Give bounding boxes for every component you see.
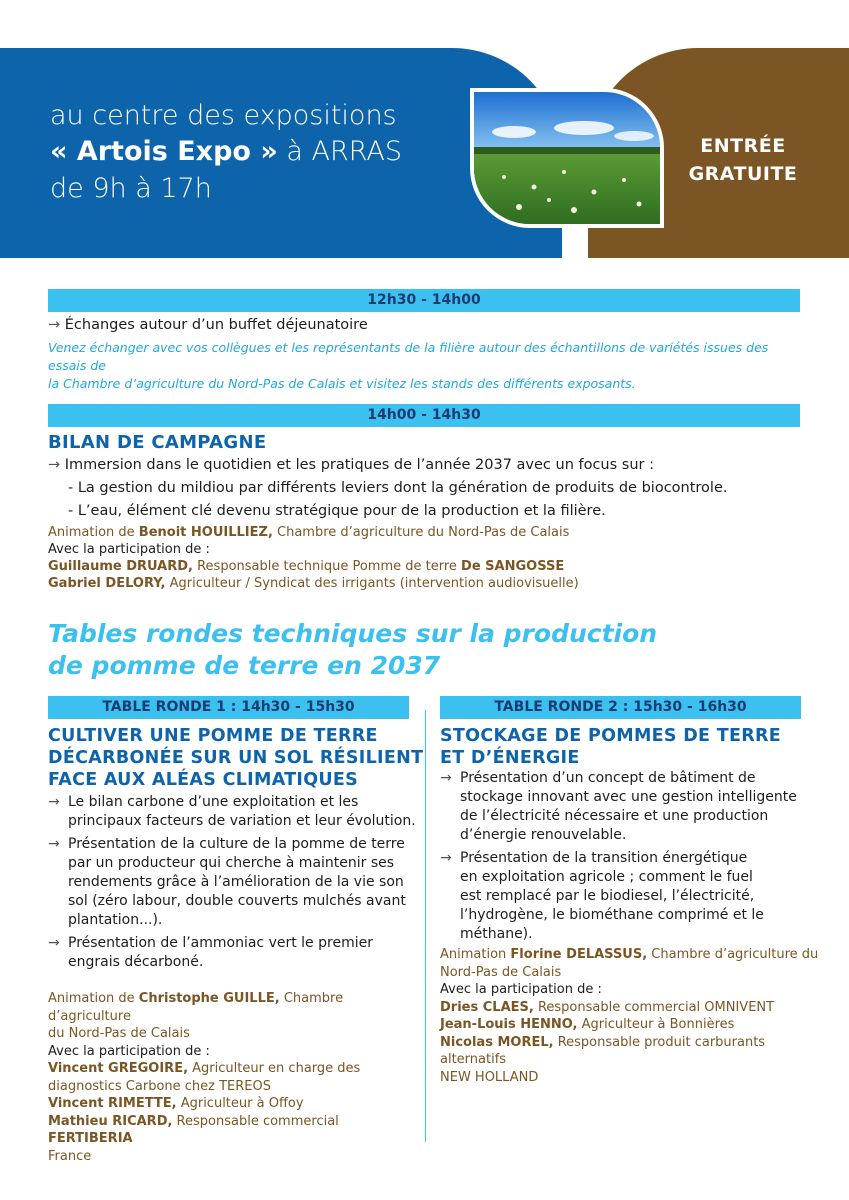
participant-name: Nicolas MOREL, bbox=[440, 1034, 554, 1050]
participant-role: Responsable produit carburants alternatifs bbox=[440, 1034, 766, 1067]
bullet-line: Présentation de la transition énergétique bbox=[460, 850, 748, 866]
arrow-icon: → bbox=[48, 836, 60, 852]
participant-name: Vincent GREGOIRE, bbox=[48, 1061, 189, 1076]
anim-prefix: Animation de bbox=[48, 525, 139, 540]
anim-org: Chambre d’agriculture bbox=[48, 991, 344, 1024]
tr1-bullet-3 bbox=[48, 934, 418, 972]
participant-org: FERTIBERIA bbox=[48, 1131, 133, 1146]
bilan-participation: Avec la participation de : bbox=[48, 542, 210, 557]
participant-role-2: France bbox=[48, 1148, 92, 1164]
bullet-line: Présentation de la culture de la pomme de terre bbox=[68, 836, 405, 852]
buffet-desc-line: la Chambre d’agriculture du Nord-Pas de Calais et visitez les stands des différents exposants. bbox=[48, 376, 636, 391]
time-bar-bilan: 14h00 - 14h30 bbox=[48, 404, 800, 427]
table-ronde-2-title bbox=[440, 725, 781, 769]
bullet-line: de l’électricité nécessaire et une production bbox=[460, 808, 769, 824]
tr2-participant-3 bbox=[440, 1034, 820, 1069]
tr1-participant-3 bbox=[48, 1113, 418, 1148]
bullet-line: méthane). bbox=[460, 926, 533, 942]
tr2-bullet-2 bbox=[440, 849, 820, 944]
tr1-title-line: DÉCARBONÉE SUR UN SOL RÉSILIENT bbox=[48, 748, 424, 768]
bullet-line: Présentation de l’ammoniac vert le premier bbox=[68, 935, 373, 951]
buffet-item bbox=[48, 316, 368, 335]
tr1-title-line: FACE AUX ALÉAS CLIMATIQUES bbox=[48, 770, 359, 790]
buffet-description bbox=[48, 339, 808, 393]
bullet-line: rendements grâce à l’amélioration de la vie son bbox=[68, 874, 404, 890]
anim-name: Christophe GUILLE, bbox=[138, 991, 280, 1006]
bullet-line: sol (zéro labour, double couverts mulchés avant bbox=[68, 893, 406, 909]
participant-name: Gabriel DELORY, bbox=[48, 576, 166, 591]
tr2-participant-1 bbox=[440, 999, 820, 1017]
column-divider bbox=[425, 710, 426, 1142]
venue-line-1: au centre des expositions bbox=[50, 100, 397, 131]
time-bar-buffet: 12h30 - 14h00 bbox=[48, 289, 800, 312]
tr1-bullet-1 bbox=[48, 793, 418, 831]
participant-name: Mathieu RICARD, bbox=[48, 1113, 173, 1129]
participant-name: Guillaume DRUARD, bbox=[48, 559, 193, 574]
participant-role-2: NEW HOLLAND bbox=[440, 1069, 539, 1085]
bullet-line: plantation...). bbox=[68, 912, 163, 928]
participant-role: Agriculteur / Syndicat des irrigants (intervention audiovisuelle) bbox=[165, 576, 579, 591]
anim-prefix: Animation bbox=[440, 947, 511, 962]
bullet-line: par un producteur qui cherche à maintenir ses bbox=[68, 855, 395, 871]
time-bar-table-ronde-2: TABLE RONDE 2 : 15h30 - 16h30 bbox=[440, 696, 801, 719]
bilan-participant-1 bbox=[48, 558, 564, 576]
bilan-sub-1: - La gestion du mildiou par différents leviers dont la génération de produits de biocontrole. bbox=[68, 480, 728, 496]
participant-role-2: diagnostics Carbone chez TEREOS bbox=[48, 1078, 271, 1094]
buffet-desc-line: Venez échanger avec vos collègues et les représentants de la filière autour des échantillons de variétés issues des essais de bbox=[48, 340, 769, 373]
participant-role: Responsable commercial bbox=[172, 1113, 339, 1129]
tr1-bullets bbox=[48, 793, 418, 972]
venue-line-2 bbox=[50, 134, 402, 170]
anim-org-2: du Nord-Pas de Calais bbox=[48, 1026, 190, 1041]
tr2-animation bbox=[440, 946, 820, 964]
anim-org: Chambre d’agriculture du bbox=[647, 947, 819, 962]
tables-title-line: de pomme de terre en 2037 bbox=[48, 651, 441, 680]
bullet-line: l’hydrogène, le biométhane comprimé et le bbox=[460, 907, 764, 923]
time-bar-table-ronde-1: TABLE RONDE 1 : 14h30 - 15h30 bbox=[48, 696, 409, 719]
anim-org: Chambre d’agriculture du Nord-Pas de Calais bbox=[272, 525, 570, 540]
potato-field-photo bbox=[470, 88, 664, 228]
free-entry-line-2: GRATUITE bbox=[688, 163, 798, 185]
tr1-animation bbox=[48, 990, 418, 1025]
tr2-bullet-1 bbox=[440, 769, 820, 845]
free-entry-line-1: ENTRÉE bbox=[700, 135, 786, 157]
bullet-line: engrais décarboné. bbox=[68, 954, 204, 970]
arrow-icon: → bbox=[48, 794, 60, 810]
participant-role: Agriculteur en charge des bbox=[188, 1061, 361, 1076]
participant-role: Agriculteur à Offoy bbox=[176, 1096, 304, 1111]
bilan-item-text: Immersion dans le quotidien et les pratiques de l’année 2037 avec un focus sur : bbox=[64, 457, 654, 473]
bullet-line: Le bilan carbone d’une exploitation et les bbox=[68, 794, 359, 810]
bilan-title: BILAN DE CAMPAGNE bbox=[48, 432, 267, 453]
tr1-participant-1 bbox=[48, 1060, 418, 1078]
tr1-bullet-2 bbox=[48, 835, 418, 930]
tr1-credits bbox=[48, 990, 418, 1165]
table-ronde-1-title bbox=[48, 725, 423, 791]
bullet-line: Présentation d’un concept de bâtiment de bbox=[460, 770, 756, 786]
tr1-participant-2 bbox=[48, 1095, 418, 1113]
bilan-participant-2 bbox=[48, 575, 579, 593]
venue-name: « Artois Expo » bbox=[50, 136, 278, 167]
buffet-item-text: Échanges autour d’un buffet déjeunatoire bbox=[64, 317, 368, 333]
bullet-line: principaux facteurs de variation et leur évolution. bbox=[68, 813, 416, 829]
bilan-item bbox=[48, 456, 654, 475]
arrow-icon: → bbox=[48, 317, 61, 333]
bullet-line: en exploitation agricole ; comment le fuel bbox=[460, 869, 753, 885]
participant-name: Jean-Louis HENNO, bbox=[440, 1017, 578, 1032]
arrow-icon: → bbox=[440, 770, 452, 786]
anim-name: Florine DELASSUS, bbox=[510, 947, 648, 962]
bilan-animation bbox=[48, 524, 569, 542]
bullet-line: d’énergie renouvelable. bbox=[460, 827, 627, 843]
venue-hours: de 9h à 17h bbox=[50, 173, 212, 204]
participant-role: Responsable commercial OMNIVENT bbox=[533, 999, 775, 1015]
tables-rondes-title bbox=[48, 618, 657, 682]
arrow-icon: → bbox=[48, 935, 60, 951]
bullet-line: stockage innovant avec une gestion intelligente bbox=[460, 789, 797, 805]
arrow-icon: → bbox=[440, 850, 452, 866]
tr2-credits bbox=[440, 946, 820, 1086]
anim-name: Benoit HOUILLIEZ, bbox=[138, 525, 273, 540]
participant-org: De SANGOSSE bbox=[461, 559, 565, 574]
anim-org-2: Nord-Pas de Calais bbox=[440, 964, 562, 980]
tr2-participant-2 bbox=[440, 1016, 820, 1034]
anim-prefix: Animation de bbox=[48, 991, 139, 1006]
tables-title-line: Tables rondes techniques sur la production bbox=[48, 619, 658, 648]
bilan-sub-2: - L’eau, élément clé devenu stratégique pour de la production et la filière. bbox=[68, 503, 606, 519]
arrow-icon: → bbox=[48, 457, 61, 473]
participant-name: Dries CLAES, bbox=[440, 999, 534, 1015]
tr2-bullets bbox=[440, 769, 820, 944]
tr2-title-line: STOCKAGE DE POMMES DE TERRE bbox=[440, 726, 782, 746]
tr2-participation: Avec la participation de : bbox=[440, 982, 602, 997]
venue-city: à ARRAS bbox=[277, 136, 403, 167]
bullet-line: est remplacé par le biodiesel, l’électricité, bbox=[460, 888, 755, 904]
tr1-participation: Avec la participation de : bbox=[48, 1043, 210, 1059]
participant-name: Vincent RIMETTE, bbox=[48, 1096, 177, 1111]
participant-role: Responsable technique Pomme de terre bbox=[192, 559, 462, 574]
participant-role: Agriculteur à Bonnières bbox=[577, 1017, 735, 1032]
free-entry-label bbox=[680, 132, 806, 188]
tr1-title-line: CULTIVER UNE POMME DE TERRE bbox=[48, 726, 378, 746]
tr2-title-line: ET D’ÉNERGIE bbox=[440, 748, 580, 768]
